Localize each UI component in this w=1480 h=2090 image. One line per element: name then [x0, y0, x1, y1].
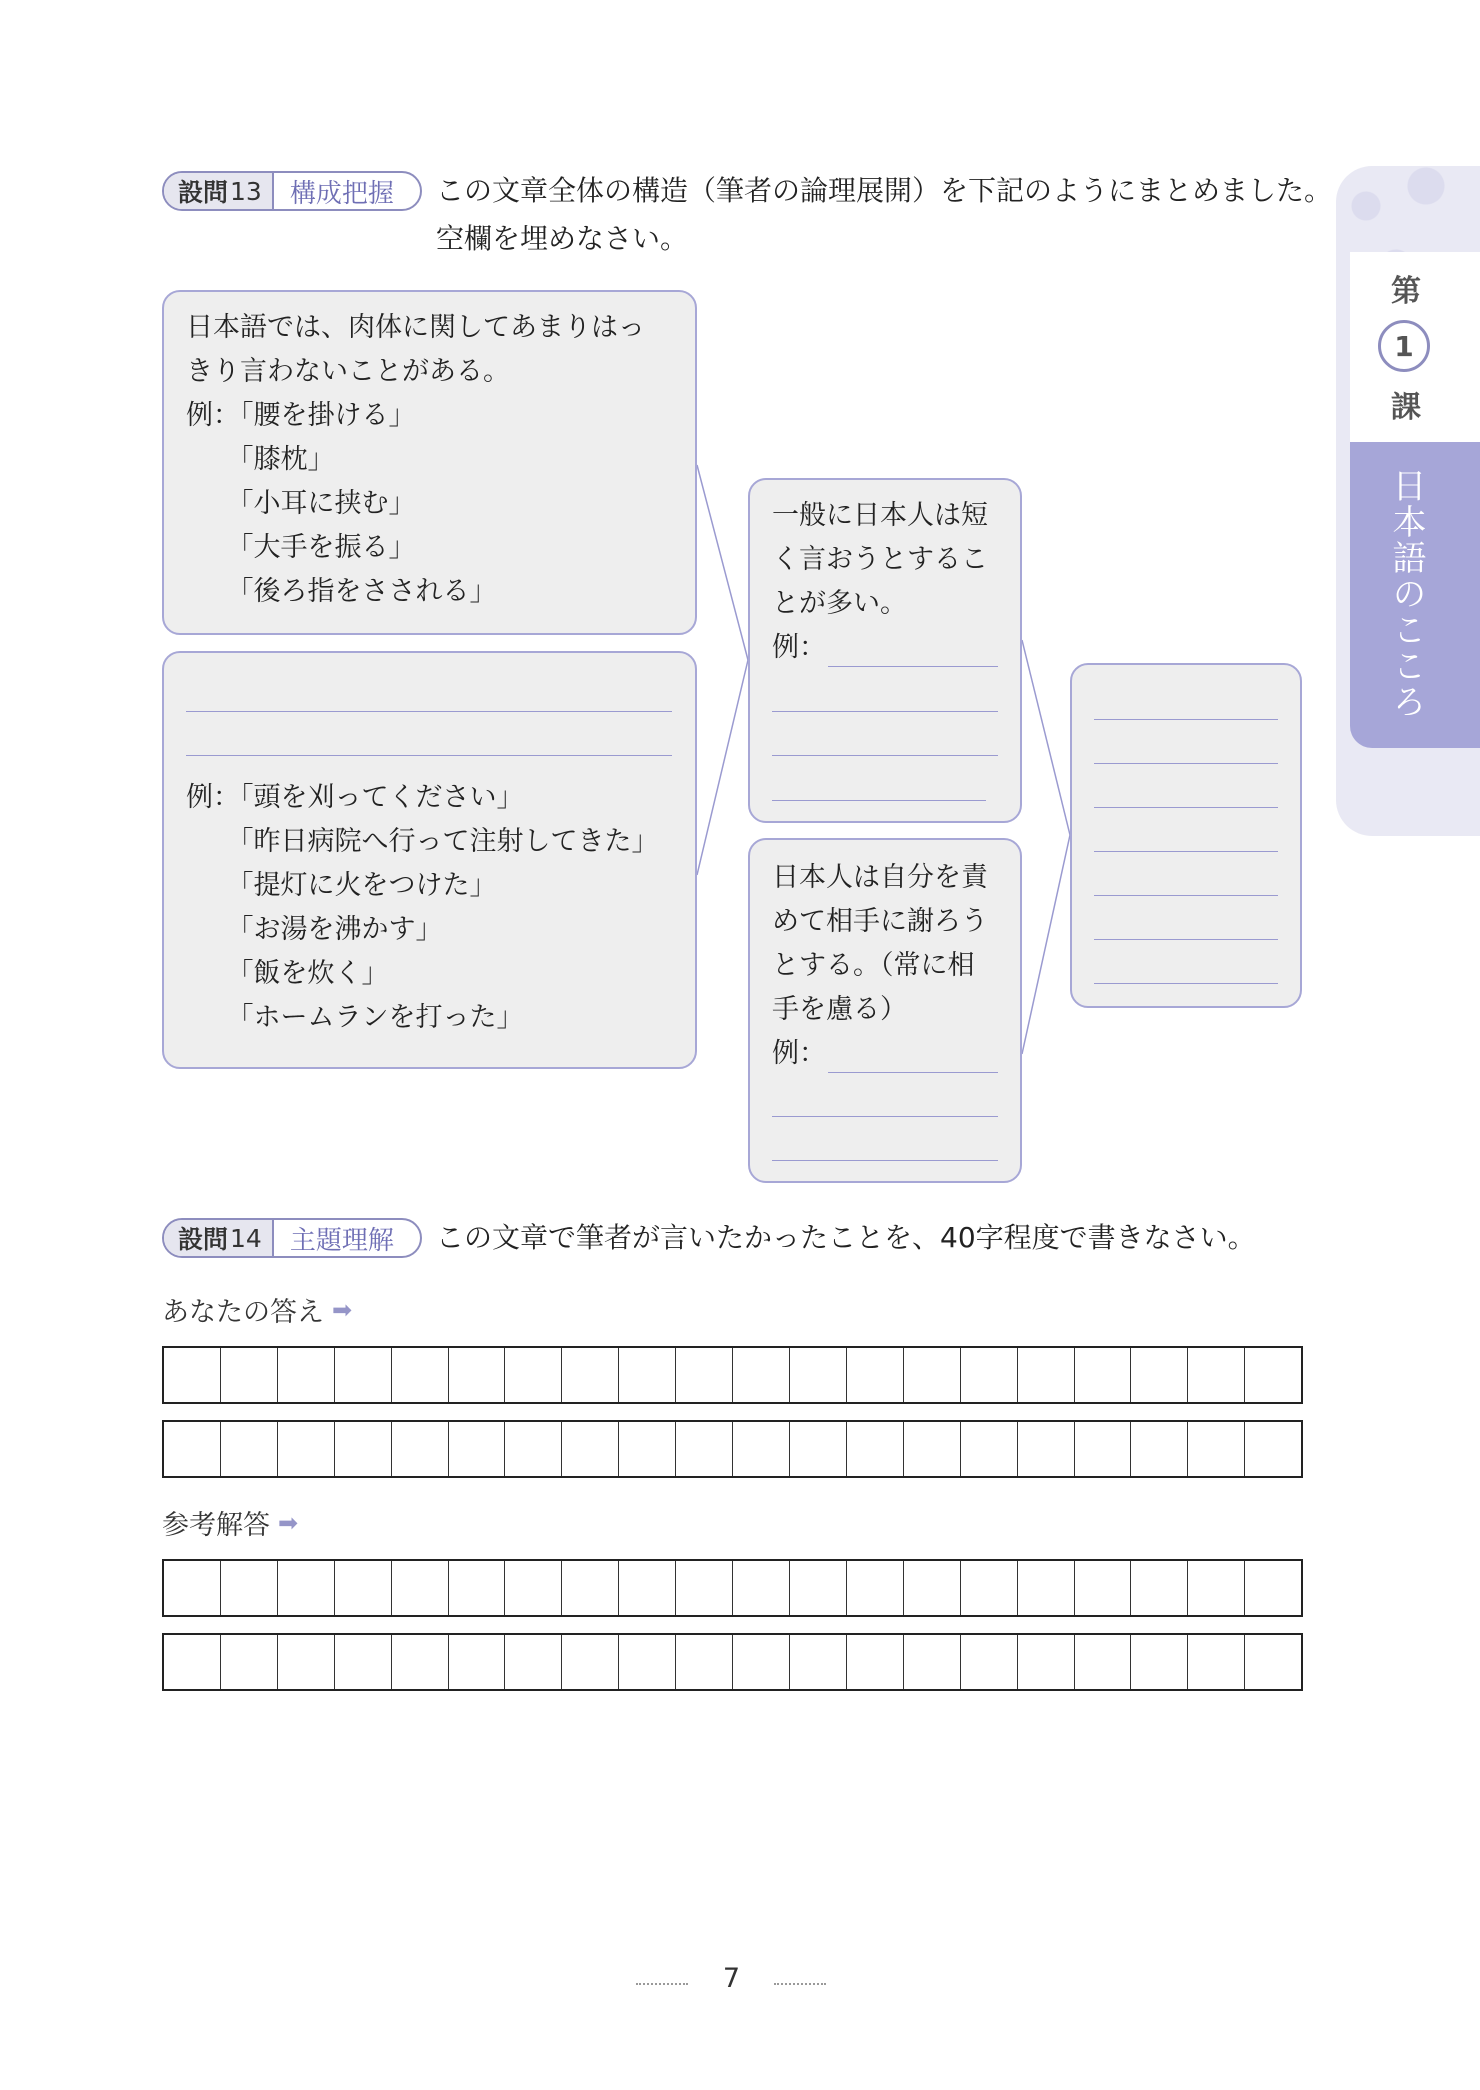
reference-answer-text: 参考解答 [162, 1510, 270, 1541]
question-number [164, 1220, 274, 1256]
question-number-value: 14 [230, 1223, 262, 1253]
box4-line: 日本人は自分を責 [772, 862, 988, 893]
question-label: 設問 [178, 178, 229, 207]
box2-line: 「提灯に火をつけた」 [186, 870, 497, 901]
diagram-box-conclusion-blank [1070, 663, 1302, 1008]
box2-line: 「ホームランを打った」 [186, 1002, 524, 1033]
answer-blank-line [1094, 763, 1278, 764]
answer-grid-row[interactable] [162, 1420, 1303, 1478]
answer-blank-line [1094, 895, 1278, 896]
answer-blank-line [772, 1160, 998, 1161]
answer-blank-line [186, 755, 672, 756]
box2-line: 「お湯を沸かす」 [186, 914, 443, 945]
box2-line: 「飯を炊く」 [186, 958, 389, 989]
reference-answer-label [162, 1503, 298, 1542]
page-number-dots-right [774, 1983, 826, 1985]
box4-line: とする。（常に相 [772, 950, 975, 981]
question-topic: 主題理解 [289, 1225, 394, 1256]
your-answer-label [162, 1290, 352, 1329]
reference-grid-row [162, 1633, 1303, 1691]
answer-blank-line [1094, 939, 1278, 940]
box3-line: とが多い。 [772, 588, 907, 619]
answer-blank-line [772, 1116, 998, 1117]
chapter-title: 日本語のこころ [1386, 468, 1426, 720]
box1-line: 「後ろ指をさされる」 [186, 576, 497, 607]
question-14-text: この文章で筆者が言いたかったことを、40字程度で書きなさい。 [436, 1221, 1256, 1254]
question-14-badge [162, 1218, 422, 1258]
box3-line: 一般に日本人は短 [772, 500, 988, 531]
answer-grid-row[interactable] [162, 1346, 1303, 1404]
lesson-number-circle: 1 [1378, 320, 1430, 372]
box3-line: 例： [772, 632, 826, 663]
question-number-value: 13 [230, 176, 262, 206]
answer-blank-line [828, 666, 998, 667]
question-13-text-line2: 空欄を埋めなさい。 [436, 222, 689, 255]
box1-line: 「小耳に挟む」 [186, 488, 416, 519]
box1-line: 「膝枕」 [186, 444, 335, 475]
answer-blank-line [1094, 983, 1278, 984]
answer-blank-line [186, 711, 672, 712]
answer-blank-line [1094, 719, 1278, 720]
question-label: 設問 [178, 1225, 229, 1254]
chapter-side-tab [1336, 166, 1480, 836]
box1-line: 例：「腰を掛ける」 [186, 400, 416, 431]
arrow-right-icon: ➡ [278, 1508, 299, 1537]
answer-blank-line [772, 755, 998, 756]
box4-line: めて相手に謝ろう [772, 906, 988, 937]
your-answer-text: あなたの答え [162, 1297, 324, 1328]
box1-line: 日本語では、肉体に関してあまりはっ [186, 312, 645, 343]
side-tab-dai: 第 [1391, 274, 1421, 309]
side-tab-ka: 課 [1391, 390, 1421, 425]
box3-line: く言おうとするこ [772, 544, 988, 575]
reference-grid-row [162, 1559, 1303, 1617]
answer-blank-line [772, 800, 986, 801]
answer-blank-line [828, 1072, 998, 1073]
arrow-right-icon: ➡ [332, 1295, 353, 1324]
box2-line: 例：「頭を刈ってください」 [186, 782, 524, 813]
box4-line: 手を慮る） [772, 994, 907, 1025]
box1-line: 「大手を振る」 [186, 532, 416, 563]
box4-line: 例： [772, 1038, 826, 1069]
question-topic: 構成把握 [289, 178, 394, 209]
answer-blank-line [1094, 807, 1278, 808]
answer-blank-line [772, 711, 998, 712]
box2-line: 「昨日病院へ行って注射してきた」 [186, 826, 659, 857]
page-number: 7 [722, 1963, 741, 1994]
answer-blank-line [1094, 851, 1278, 852]
question-13-text-line1: この文章全体の構造（筆者の論理展開）を下記のようにまとめました。 [436, 174, 1333, 207]
box1-line: きり言わないことがある。 [186, 356, 510, 387]
